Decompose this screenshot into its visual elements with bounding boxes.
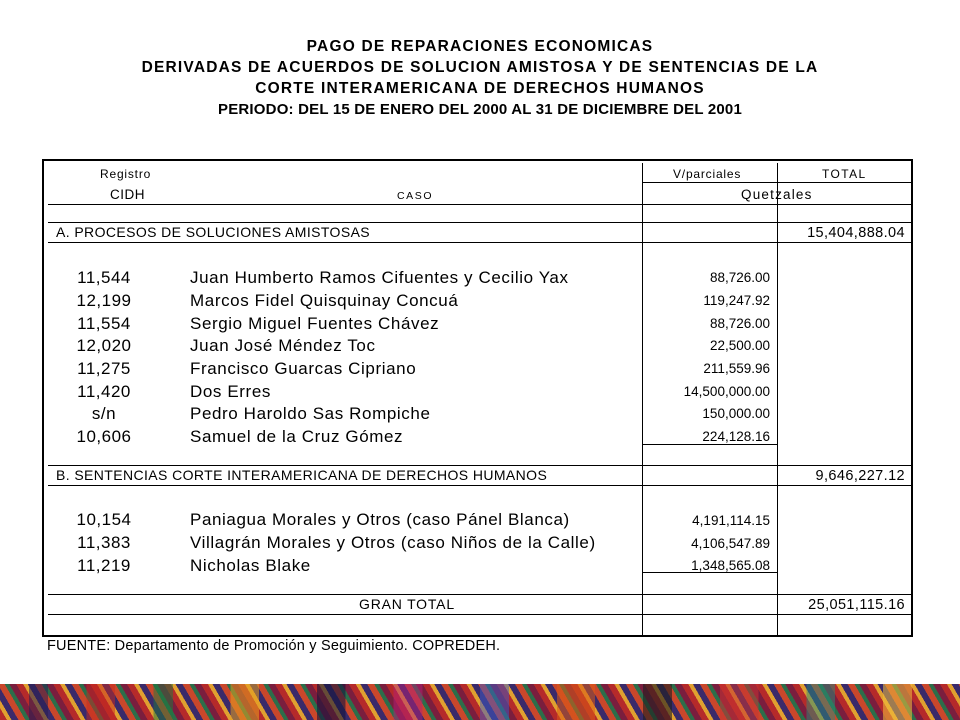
registro-cell: 10,154	[76, 510, 132, 529]
caso-header: CASO	[397, 190, 434, 202]
valor-cell: 211,559.96	[703, 361, 770, 376]
caso-cell: Juan Humberto Ramos Cifuentes y Cecilio Yax	[190, 268, 569, 287]
registro-cell: 12,199	[76, 291, 132, 310]
section-a-total: 15,404,888.04	[807, 225, 905, 241]
caso-cell: Dos Erres	[190, 382, 271, 401]
title-line-2: DERIVADAS DE ACUERDOS DE SOLUCION AMISTOSA Y DE SENTENCIAS DE LA	[141, 59, 819, 76]
registro-cell: 11,420	[77, 382, 131, 401]
caso-cell: Francisco Guarcas Cipriano	[190, 359, 417, 378]
registro-cell: 11,275	[77, 359, 131, 378]
caso-cell: Villagrán Morales y Otros (caso Niños de la Calle)	[190, 533, 596, 552]
caso-cell: Samuel de la Cruz Gómez	[190, 427, 404, 446]
source-footer: FUENTE: Departamento de Promoción y Seguimiento. COPREDEH.	[47, 638, 501, 654]
cidh-header: CIDH	[110, 187, 145, 202]
title-line-1: PAGO DE REPARACIONES ECONOMICAS	[306, 38, 654, 55]
caso-cell: Nicholas Blake	[190, 556, 311, 575]
valor-cell: 224,128.16	[702, 429, 770, 444]
caso-cell: Pedro Haroldo Sas Rompiche	[190, 404, 431, 423]
section-a-title: A. PROCESOS DE SOLUCIONES AMISTOSAS	[56, 224, 371, 240]
caso-cell: Paniagua Morales y Otros (caso Pánel Blanca)	[190, 510, 570, 529]
registro-cell: 11,544	[77, 268, 131, 287]
currency-header: Quetzales	[741, 187, 813, 202]
valor-cell: 22,500.00	[709, 338, 770, 353]
valor-cell: 150,000.00	[702, 406, 770, 421]
payments-table	[42, 159, 913, 637]
registro-cell: 12,020	[76, 336, 132, 355]
section-b-total: 9,646,227.12	[815, 468, 905, 484]
valor-cell: 4,191,114.15	[692, 513, 770, 528]
valor-cell: 1,348,565.08	[691, 558, 770, 573]
registro-header: Registro	[100, 167, 152, 181]
section-b-title: B. SENTENCIAS CORTE INTERAMERICANA DE DERECHOS HUMANOS	[56, 467, 548, 483]
valor-cell: 119,247.92	[703, 293, 770, 308]
gran-total-value: 25,051,115.16	[808, 597, 905, 613]
total-header: TOTAL	[822, 167, 867, 181]
report-header	[0, 36, 960, 120]
valor-cell: 4,106,547.89	[691, 536, 770, 551]
registro-cell: 11,554	[77, 314, 131, 333]
registro-cell: 10,606	[76, 427, 132, 446]
period-line: PERIODO: DEL 15 DE ENERO DEL 2000 AL 31 DE DICIEMBRE DEL 2001	[217, 101, 743, 118]
valor-cell: 88,726.00	[709, 316, 770, 331]
title-line-3: CORTE INTERAMERICANA DE DERECHOS HUMANOS	[255, 80, 705, 97]
vparciales-header: V/parciales	[673, 167, 742, 181]
caso-cell: Sergio Miguel Fuentes Chávez	[190, 314, 440, 333]
gran-total-label: GRAN TOTAL	[359, 596, 455, 612]
valor-cell: 88,726.00	[709, 270, 770, 285]
registro-cell: s/n	[91, 404, 117, 423]
decorative-textile-band	[0, 684, 960, 720]
valor-cell: 14,500,000.00	[683, 384, 770, 399]
caso-cell: Marcos Fidel Quisquinay Concuá	[190, 291, 459, 310]
registro-cell: 11,219	[77, 556, 131, 575]
registro-cell: 11,383	[77, 533, 131, 552]
caso-cell: Juan José Méndez Toc	[190, 336, 376, 355]
